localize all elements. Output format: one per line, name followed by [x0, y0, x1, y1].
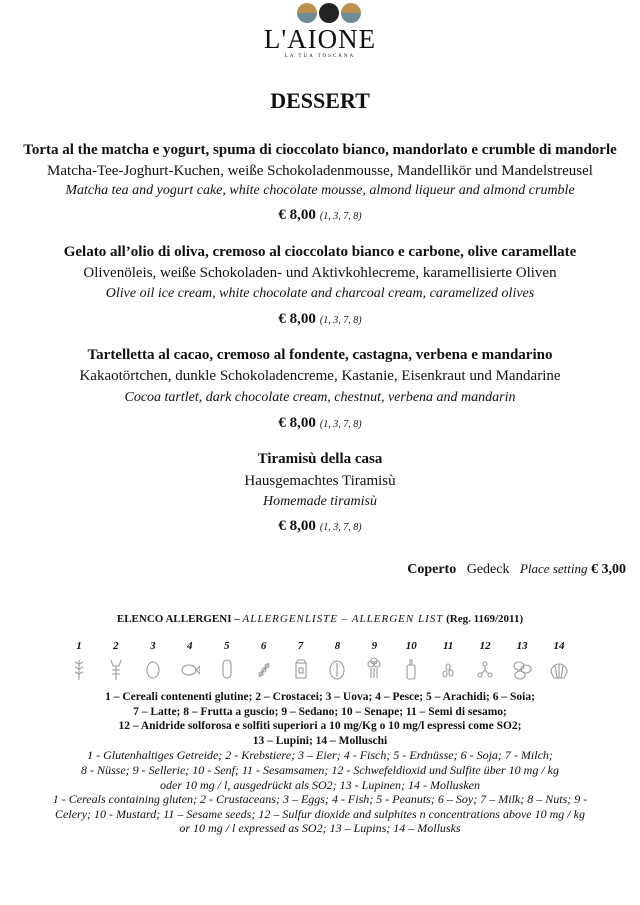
cover-it: Coperto — [407, 562, 457, 577]
allergen-number: 9 — [371, 640, 378, 652]
sulphite-icon — [475, 656, 495, 682]
allergen-icon-item — [249, 640, 279, 682]
allergen-line-it: 13 – Lupini; 14 – Molluschi — [252, 734, 388, 747]
cover-en: Place setting — [519, 561, 588, 576]
item-price-row — [0, 414, 640, 432]
allergen-line-en: 1 - Cereals containing gluten; 2 - Crustaceans; 3 – Eggs; 4 - Fish; 5 - Peanuts; 6 – Soy; 7 – Milk; 8 – Nuts; 9 - — [52, 792, 588, 807]
item-name-en: Olive oil ice cream, white chocolate and charcoal cream, caramelized olives — [105, 286, 535, 301]
allergen-header-reg: (Reg. 1169/2011) — [446, 613, 524, 625]
wheat-icon — [69, 656, 89, 682]
allergen-icons — [64, 640, 574, 682]
fish-icon — [180, 656, 200, 682]
allergen-icon-item — [64, 640, 94, 682]
item-price: € 8,00 — [278, 518, 316, 534]
allergen-number: 14 — [553, 640, 565, 652]
allergen-number: 5 — [223, 640, 230, 652]
cover-price: € 3,00 — [591, 562, 626, 577]
item-name-en: Cocoa tartlet, dark chocolate cream, chestnut, verbena and mandarin — [124, 390, 516, 405]
sesame-icon — [438, 656, 458, 682]
allergen-number: 8 — [334, 640, 341, 652]
mustard-icon — [401, 656, 421, 682]
item-name-de: Kakaotörtchen, dunkle Schokoladencreme, Kastanie, Eisenkraut und Mandarine — [79, 368, 561, 384]
item-name-it: Gelato all’olio di oliva, cremoso al cioccolato bianco e carbone, olive caramellate — [63, 244, 577, 260]
allergen-icon-item — [175, 640, 205, 682]
allergen-icon-item — [544, 640, 574, 682]
item-name-it: Torta al the matcha e yogurt, spuma di cioccolato bianco, mandorlato e crumble di mandorle — [23, 142, 617, 158]
allergen-header — [0, 613, 640, 625]
logo-dot — [297, 3, 317, 23]
item-price-row — [0, 310, 640, 328]
allergen-number: 6 — [260, 640, 267, 652]
allergen-number: 13 — [516, 640, 528, 652]
allergen-header-it: ELENCO ALLERGENI – — [116, 613, 240, 625]
item-allergens: (1, 3, 7, 8) — [319, 419, 362, 430]
item-allergens: (1, 3, 7, 8) — [319, 211, 362, 222]
item-name-it: Tartelletta al cacao, cremoso al fondente, castagna, verbena e mandarino — [87, 347, 553, 363]
celery-icon — [364, 656, 384, 682]
crustacean-icon — [106, 656, 126, 682]
logo-dot — [319, 3, 339, 23]
item-price: € 8,00 — [278, 207, 316, 223]
allergen-icon-item — [138, 640, 168, 682]
allergen-line-de: oder 10 mg / l, ausgedrückt als SO2; 13 - Lupinen; 14 - Mollusken — [160, 777, 480, 792]
allergen-icon-item — [359, 640, 389, 682]
allergen-icon-item — [433, 640, 463, 682]
allergen-number: 10 — [405, 640, 417, 652]
item-price: € 8,00 — [278, 311, 316, 327]
item-allergens: (1, 3, 7, 8) — [319, 315, 362, 326]
allergen-line-it: 12 – Anidride solforosa e solfiti superiori a 10 mg/Kg o 10 mg/l espressi come SO2; — [118, 720, 522, 733]
item-name-de: Matcha-Tee-Joghurt-Kuchen, weiße Schokoladenmousse, Mandellikör und Mandelstreusel — [47, 163, 593, 179]
allergen-line-it: 1 – Cereali contenenti glutine; 2 – Crostacei; 3 – Uova; 4 – Pesce; 5 – Arachidi; 6 – Soia; — [105, 691, 535, 703]
allergen-number: 12 — [479, 640, 491, 652]
item-allergens: (1, 3, 7, 8) — [319, 522, 362, 533]
logo-mark — [297, 3, 361, 23]
allergen-line-de: 1 - Glutenhaltiges Getreide; 2 - Krebstiere; 3 – Eier; 4 - Fisch; 5 - Erdnüsse; 6 - Soja; 7 - Milch; — [87, 748, 553, 763]
allergen-line-de: 8 - Nüsse; 9 - Sellerie; 10 - Senf; 11 - Sesamsamen; 12 - Schwefeldioxid und Sulfite über 10 mg / kg — [80, 762, 559, 777]
nut-icon — [327, 656, 347, 682]
item-price-row — [0, 206, 640, 224]
allergen-number: 4 — [187, 640, 193, 652]
allergen-icon-item — [507, 640, 537, 682]
allergen-icon-item — [396, 640, 426, 682]
allergen-icon-item — [101, 640, 131, 682]
item-name-de: Olivenöleis, weiße Schokoladen- und Aktivkohlecreme, karamellisierte Oliven — [83, 265, 557, 281]
brand-name: L'AIONE — [263, 24, 377, 54]
item-name-en: Matcha tea and yogurt cake, white chocolate mousse, almond liqueur and almond crumble — [65, 183, 575, 198]
logo-dot — [341, 3, 361, 23]
allergen-number: 1 — [76, 640, 82, 652]
allergen-number: 7 — [297, 640, 304, 652]
item-price: € 8,00 — [278, 415, 316, 431]
item-name-it: Tiramisù della casa — [257, 451, 383, 467]
allergen-icon-item — [470, 640, 500, 682]
item-name-en: Homemade tiramisù — [263, 494, 377, 509]
lupin-icon — [512, 656, 532, 682]
cover-charge — [407, 561, 626, 578]
mollusc-icon — [549, 656, 569, 682]
allergen-number: 11 — [443, 640, 454, 652]
allergen-line-it: 7 – Latte; 8 – Frutta a guscio; 9 – Sedano; 10 – Senape; 11 – Semi di sesamo; — [133, 705, 507, 718]
allergen-icon-item — [212, 640, 242, 682]
brand-tagline: LA TUA TOSCANA — [284, 54, 356, 59]
allergen-header-de-en: ALLERGENLISTE – ALLERGEN LIST — [242, 613, 444, 625]
allergen-list — [0, 690, 640, 836]
allergen-icon-item — [322, 640, 352, 682]
item-name-de: Hausgemachtes Tiramisù — [244, 473, 396, 489]
milk-icon — [291, 656, 311, 682]
allergen-line-en: Celery; 10 - Mustard; 11 – Sesame seeds; 12 – Sulfur dioxide and sulphites n concentrations above 10 mg / kg — [55, 806, 585, 821]
egg-icon — [143, 656, 163, 682]
allergen-number: 2 — [113, 640, 119, 652]
page-title: DESSERT — [270, 88, 370, 113]
soy-icon — [254, 656, 274, 682]
cover-de: Gedeck — [466, 562, 510, 577]
allergen-line-en: or 10 mg / l expressed as SO2; 13 – Lupins; 14 – Mollusks — [179, 821, 461, 836]
item-price-row — [0, 517, 640, 535]
allergen-number: 3 — [150, 640, 156, 652]
allergen-icon-item — [286, 640, 316, 682]
peanut-icon — [217, 656, 237, 682]
